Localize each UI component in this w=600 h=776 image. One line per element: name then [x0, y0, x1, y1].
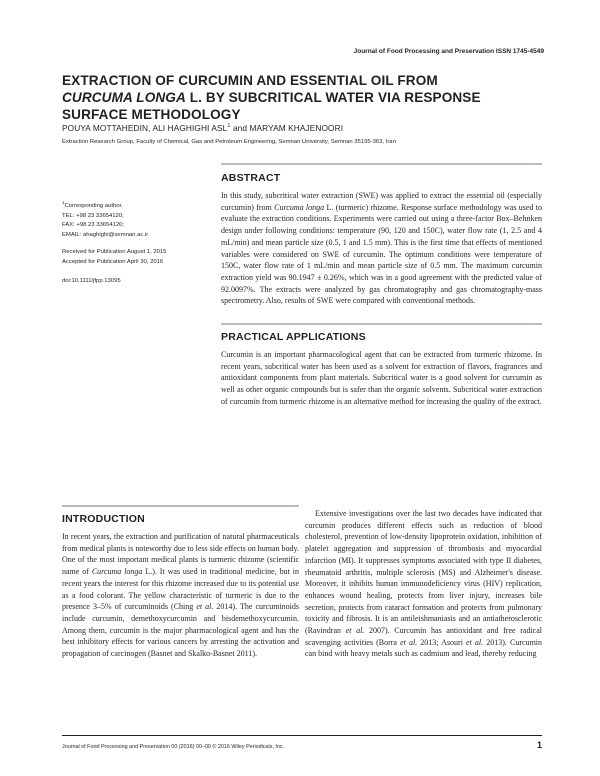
introduction-column-left	[62, 513, 299, 660]
title-line-2-rest: L. BY SUBCRITICAL WATER VIA RESPONSE	[185, 90, 481, 105]
publication-dates	[62, 248, 212, 267]
introduction-paragraph-1	[62, 531, 299, 660]
intro-p1-part-a: In recent years, the extraction and purification of natural pharmaceuticals from medical plants is noteworthy due to less side effects on human body. One of the most important medical plants is turmeric rhizome (scientific name of	[62, 532, 299, 577]
intro-p1-part-c: 2014). The curcuminoids include curcumin, demethoxycurcumin and bisdemethoxycurcumin. Among them, curcumin is the major pharmacological agent and has the best inhibitory effects for various cancers by arresting the activation and propagation of carcinogen (Basnet and Skalko-Basnet 2011).	[62, 602, 299, 659]
correspondence-label-text: Corresponding author.	[64, 202, 123, 209]
article-title	[62, 72, 552, 123]
practical-applications-section	[221, 331, 542, 408]
intro-p2-part-b: 2007). Curcumin has antioxidant and free radical scavenging activities (Borra	[305, 626, 542, 647]
abstract-heading: ABSTRACT	[221, 172, 281, 184]
title-italic-species: CURCUMA LONGA	[62, 90, 186, 105]
author-footnote-mark: 1	[227, 123, 231, 130]
title-line-2	[62, 89, 552, 106]
introduction-column-right	[305, 508, 542, 660]
page-number: 1	[536, 740, 542, 750]
practical-top-rule	[221, 323, 542, 325]
abstract-text	[221, 190, 542, 307]
footer-citation: Journal of Food Processing and Preservation 00 (2016) 00–00 © 2016 Wiley Periodicals, Inc.	[62, 744, 285, 750]
author-list	[62, 123, 343, 133]
intro-p2-part-d: 2013). Curcumin can bind with heavy metals such as cadmium and lead, thereby reducing	[305, 637, 543, 659]
intro-p1-italic-species: Curcuma longa	[91, 567, 143, 577]
correspondence-email: EMAIL: ahaghighi@semnan.ac.ir	[62, 231, 149, 238]
practical-text: Curcumin is an important pharmacological agent that can be extracted from turmeric rhizome. In recent years, subcritical water has been used as a solvent for extraction of flavors, fragrances and antioxidant components from plant materials. Subcritical water is a good solvent for curcumin as well as other organic compounds but is safer than the organic solvents. Subcritical water extraction of curcumin from turmeric rhizome is an alternative method for increasing the quality of the extract.	[221, 350, 542, 406]
abstract-text-part-1: In this study, subcritical water extraction (SWE) was applied to extract the essential oil (especially curcumin) from	[221, 191, 542, 212]
accepted-date: Accepted for Publication April 30, 2016	[62, 258, 164, 265]
doi: doi:10.1111/jfpp.13095	[62, 278, 121, 284]
practical-heading: PRACTICAL APPLICATIONS	[221, 331, 366, 343]
abstract-top-rule	[221, 163, 542, 165]
correspondence-tel: TEL: +98 23 33654120;	[62, 212, 124, 219]
footer-rule	[62, 735, 542, 736]
correspondence-label	[62, 198, 212, 212]
authors-part-1: POUYA MOTTAHEDIN, ALI HAGHIGHI ASL	[62, 123, 228, 133]
introduction-heading: INTRODUCTION	[62, 513, 145, 525]
correspondence-block	[62, 198, 212, 240]
abstract-text-part-2: L. (turmeric) rhizome. Response surface methodology was used to evaluate the extraction conditions. Experiments were carried out using a three-factor Box–Behnken design under following conditions: temperature (90, 120 and 150C), water flow rate (1, 2.5 and 4 mL/min) and mean particle size (0.5, 1 and 1.5 mm). This is the first time that effects of mentioned variables were considered on SWE of curcumin. The optimum conditions were temperature of 150C, water flow rate of 1 mL/min and mean particle size of 0.5 mm. The maximum curcumin extraction yield was 90.1947 ± 0.26%, which was in a good agreement with the predicted value of 92.0097%. The extracts were analyzed by gas chromatography and gas chromatography-mass spectrometry. Also, results of SWE were compared with conventional methods.	[221, 202, 543, 306]
received-date: Received for Publication August 1, 2015	[62, 249, 167, 255]
authors-part-2: and MARYAM KHAJENOORI	[230, 123, 344, 133]
intro-p2-etal-2: et al.	[400, 637, 418, 647]
correspondence-fax: FAX: +98 23 33654120;	[62, 222, 125, 229]
affiliation: Extraction Research Group, Faculty of Chemical, Gas and Petroleum Engineering, Semnan University, Semnan 35195-363, Iran	[62, 139, 396, 145]
intro-p1-part-b: L.). It was used in traditional medicine, but in recent years the interest for this rhizome increased due to its potential use as a food colorant. The yellow characteristic of turmeric is due to the presence 3–5% of curcuminoids (Ching	[62, 567, 299, 612]
abstract-section	[221, 172, 542, 307]
abstract-italic-species: Curcuma longa	[274, 202, 325, 212]
title-line-1: EXTRACTION OF CURCUMIN AND ESSENTIAL OIL FROM	[62, 73, 438, 88]
title-line-3: SURFACE METHODOLOGY	[62, 107, 241, 122]
correspondence-mark: 1	[62, 200, 65, 205]
intro-p2-part-c: 2013; Asouri	[417, 637, 467, 647]
journal-header: Journal of Food Processing and Preservation ISSN 1745-4549	[353, 48, 544, 55]
intro-p2-etal-3: et al.	[466, 637, 484, 647]
introduction-paragraph-2	[305, 508, 542, 660]
intro-p1-etal: et al.	[196, 602, 214, 612]
introduction-top-rule	[62, 505, 299, 507]
intro-p2-part-a: Extensive investigations over the last two decades have indicated that curcumin produces different effects such as reduction of blood cholesterol, prevention of low-density lipoprotein oxidation, inhibition of platelet aggregation and suppression of thrombosis and myocardial infarction (MI). It suppresses symptoms associated with type II diabetes, rheumatoid arthritis, multiple sclerosis (MS) and Alzheimer's disease. Moreover, it inhibits human immunodeficiency virus (HIV) replication, enhances wound healing, protects from liver injury, increases bile secretion, protects from cataract formation and protects from pulmonary toxicity and fibrosis. It is an antileishmaniasis and an antiatherosclerotic (Ravindran	[305, 509, 542, 636]
intro-p2-etal-1: et al.	[345, 626, 365, 636]
